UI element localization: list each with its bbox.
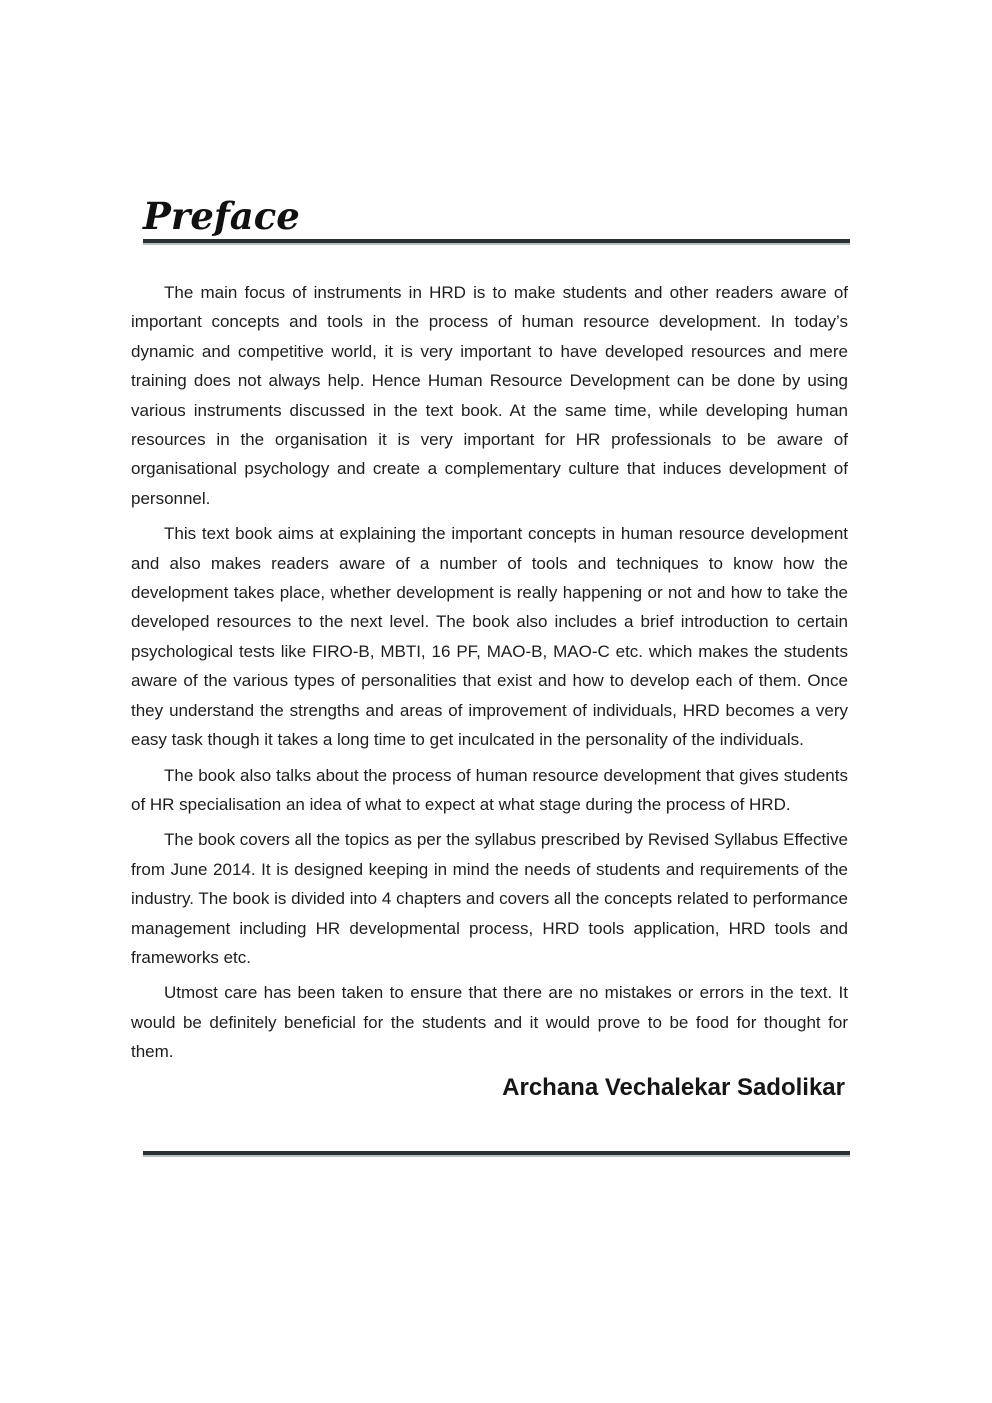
footer-rule bbox=[143, 1151, 850, 1157]
page-title: Preface bbox=[143, 194, 300, 238]
preface-body bbox=[131, 278, 848, 1067]
preface-paragraph-1: The main focus of instruments in HRD is to make students and other readers aware of important concepts and tools in the process of human resource development. In today’s dynamic and competitive world, it is very important to have developed resources and mere training does not always help. Hence Human Resource Development can be done by using various instruments discussed in the text book. At the same time, while developing human resources in the organisation it is very important for HR professionals to be aware of organisational psychology and create a complementary culture that induces development of personnel. bbox=[131, 283, 848, 508]
preface-paragraph-3: The book also talks about the process of human resource development that gives students of HR specialisation an idea of what to expect at what stage during the process of HRD. bbox=[131, 765, 848, 814]
title-rule bbox=[143, 239, 850, 245]
preface-page bbox=[131, 0, 848, 1157]
preface-paragraph-4: The book covers all the topics as per the syllabus prescribed by Revised Syllabus Effective from June 2014. It is designed keeping in mind the needs of students and requirements of the industry. The book is divided into 4 chapters and covers all the concepts related to performance management including HR developmental process, HRD tools application, HRD tools and frameworks etc. bbox=[131, 830, 848, 967]
preface-paragraph-5: Utmost care has been taken to ensure that there are no mistakes or errors in the text. It would be definitely beneficial for the students and it would prove to be food for thought for them. bbox=[131, 983, 848, 1062]
author-name: Archana Vechalekar Sadolikar bbox=[502, 1073, 845, 1101]
preface-paragraph-2: This text book aims at explaining the important concepts in human resource development and also makes readers aware of a number of tools and techniques to know how the development takes place, whether development is really happening or not and how to take the developed resources to the next level. The book also includes a brief introduction to certain psychological tests like FIRO-B, MBTI, 16 PF, MAO-B, MAO-C etc. which makes the students aware of the various types of personalities that exist and how to develop each of them. Once they understand the strengths and areas of improvement of individuals, HRD becomes a very easy task though it takes a long time to get inculcated in the personality of the individuals. bbox=[131, 524, 848, 750]
